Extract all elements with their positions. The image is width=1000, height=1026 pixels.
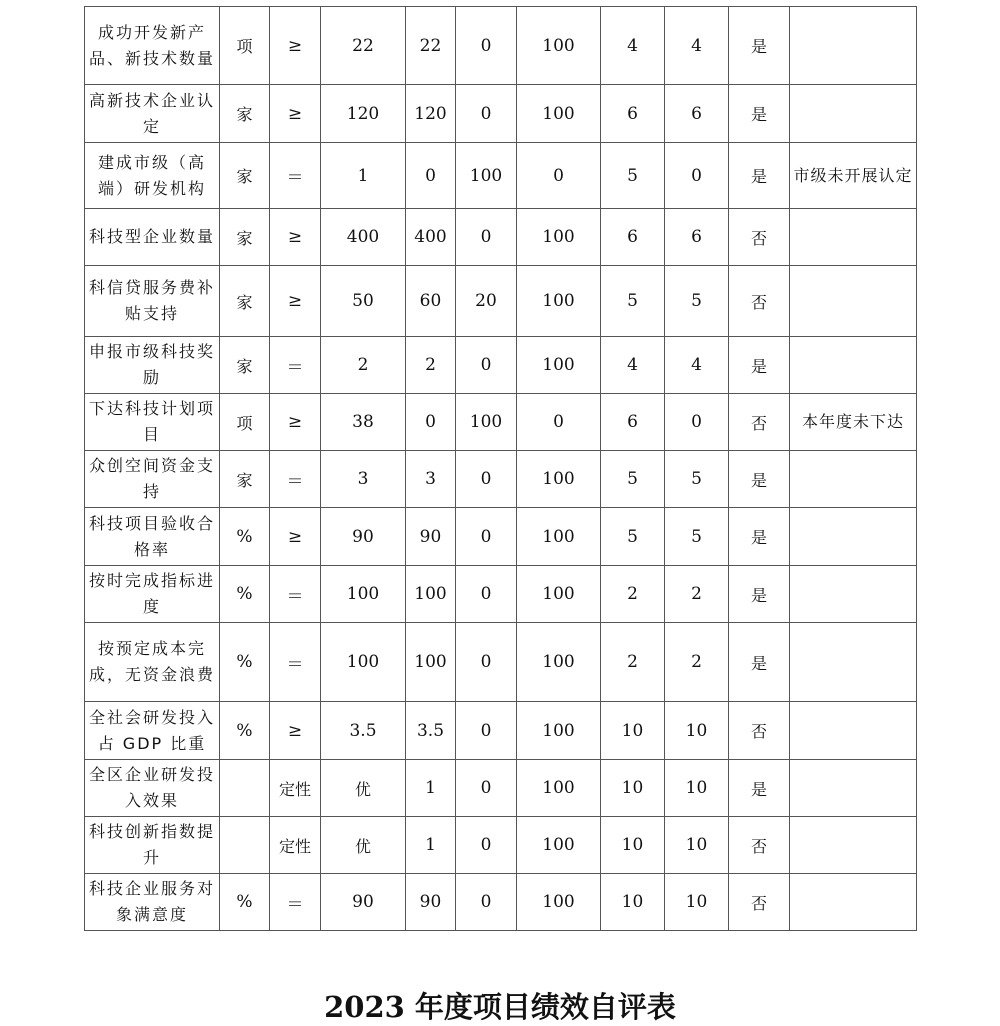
- unit-cell: 家: [220, 85, 270, 143]
- weight-cell: 10: [601, 817, 665, 874]
- indicator-cell: 按时完成指标进度: [85, 566, 220, 623]
- target-value-cell: 3: [321, 451, 406, 508]
- indicator-cell: 全社会研发投入占 GDP 比重: [85, 702, 220, 760]
- unit-cell: [220, 760, 270, 817]
- unit-cell: 家: [220, 143, 270, 209]
- table-row: [85, 623, 917, 702]
- deviation-cell: 0: [456, 566, 517, 623]
- target-value-cell: 22: [321, 7, 406, 85]
- table-row: [85, 508, 917, 566]
- score-cell: 0: [665, 143, 729, 209]
- operator-cell: ＝: [270, 143, 321, 209]
- table-row: [85, 451, 917, 508]
- weight-cell: 5: [601, 451, 665, 508]
- table-body: [85, 7, 917, 931]
- weight-cell: 5: [601, 143, 665, 209]
- met-cell: 是: [729, 143, 790, 209]
- table-row: [85, 760, 917, 817]
- score-cell: 4: [665, 337, 729, 394]
- score-cell: 10: [665, 702, 729, 760]
- deviation-cell: 0: [456, 451, 517, 508]
- remark-cell: [790, 209, 917, 266]
- met-cell: 否: [729, 266, 790, 337]
- deviation-cell: 0: [456, 760, 517, 817]
- completion-rate-cell: 100: [517, 702, 601, 760]
- indicator-cell: 下达科技计划项目: [85, 394, 220, 451]
- weight-cell: 4: [601, 337, 665, 394]
- score-cell: 6: [665, 85, 729, 143]
- completion-rate-cell: 100: [517, 623, 601, 702]
- actual-value-cell: 2: [406, 337, 456, 394]
- target-value-cell: 400: [321, 209, 406, 266]
- unit-cell: 家: [220, 451, 270, 508]
- completion-rate-cell: 100: [517, 266, 601, 337]
- deviation-cell: 0: [456, 337, 517, 394]
- table-row: [85, 266, 917, 337]
- deviation-cell: 100: [456, 394, 517, 451]
- met-cell: 否: [729, 874, 790, 931]
- indicator-cell: 成功开发新产品、新技术数量: [85, 7, 220, 85]
- actual-value-cell: 3: [406, 451, 456, 508]
- remark-cell: 市级未开展认定: [790, 143, 917, 209]
- deviation-cell: 0: [456, 702, 517, 760]
- indicator-cell: 高新技术企业认定: [85, 85, 220, 143]
- score-cell: 0: [665, 394, 729, 451]
- unit-cell: 家: [220, 209, 270, 266]
- score-cell: 2: [665, 566, 729, 623]
- operator-cell: ≥: [270, 702, 321, 760]
- target-value-cell: 50: [321, 266, 406, 337]
- completion-rate-cell: 100: [517, 7, 601, 85]
- score-cell: 4: [665, 7, 729, 85]
- operator-cell: ＝: [270, 874, 321, 931]
- met-cell: 是: [729, 7, 790, 85]
- indicator-cell: 建成市级（高端）研发机构: [85, 143, 220, 209]
- score-cell: 5: [665, 508, 729, 566]
- met-cell: 否: [729, 394, 790, 451]
- deviation-cell: 0: [456, 874, 517, 931]
- table-row: [85, 566, 917, 623]
- met-cell: 否: [729, 702, 790, 760]
- remark-cell: [790, 508, 917, 566]
- operator-cell: 定性: [270, 817, 321, 874]
- remark-cell: 本年度未下达: [790, 394, 917, 451]
- actual-value-cell: 400: [406, 209, 456, 266]
- indicator-cell: 科信贷服务费补贴支持: [85, 266, 220, 337]
- actual-value-cell: 0: [406, 143, 456, 209]
- score-cell: 2: [665, 623, 729, 702]
- weight-cell: 6: [601, 394, 665, 451]
- met-cell: 是: [729, 337, 790, 394]
- table-row: [85, 337, 917, 394]
- met-cell: 是: [729, 85, 790, 143]
- remark-cell: [790, 85, 917, 143]
- remark-cell: [790, 817, 917, 874]
- table-row: [85, 143, 917, 209]
- unit-cell: 项: [220, 394, 270, 451]
- score-cell: 6: [665, 209, 729, 266]
- indicator-cell: 科技型企业数量: [85, 209, 220, 266]
- deviation-cell: 0: [456, 817, 517, 874]
- unit-cell: %: [220, 702, 270, 760]
- remark-cell: [790, 566, 917, 623]
- remark-cell: [790, 266, 917, 337]
- target-value-cell: 90: [321, 874, 406, 931]
- remark-cell: [790, 7, 917, 85]
- target-value-cell: 优: [321, 817, 406, 874]
- indicator-cell: 科技项目验收合格率: [85, 508, 220, 566]
- weight-cell: 10: [601, 702, 665, 760]
- unit-cell: %: [220, 874, 270, 931]
- completion-rate-cell: 100: [517, 85, 601, 143]
- actual-value-cell: 100: [406, 623, 456, 702]
- operator-cell: ≥: [270, 394, 321, 451]
- met-cell: 是: [729, 566, 790, 623]
- met-cell: 否: [729, 817, 790, 874]
- document-title: 2023 年度项目绩效自评表: [324, 990, 676, 1024]
- deviation-cell: 0: [456, 209, 517, 266]
- actual-value-cell: 90: [406, 874, 456, 931]
- target-value-cell: 100: [321, 566, 406, 623]
- completion-rate-cell: 100: [517, 209, 601, 266]
- operator-cell: ＝: [270, 337, 321, 394]
- remark-cell: [790, 702, 917, 760]
- indicator-cell: 申报市级科技奖励: [85, 337, 220, 394]
- completion-rate-cell: 100: [517, 451, 601, 508]
- unit-cell: %: [220, 623, 270, 702]
- target-value-cell: 3.5: [321, 702, 406, 760]
- met-cell: 是: [729, 623, 790, 702]
- weight-cell: 5: [601, 266, 665, 337]
- met-cell: 是: [729, 508, 790, 566]
- operator-cell: ＝: [270, 451, 321, 508]
- actual-value-cell: 60: [406, 266, 456, 337]
- completion-rate-cell: 100: [517, 874, 601, 931]
- actual-value-cell: 3.5: [406, 702, 456, 760]
- met-cell: 是: [729, 451, 790, 508]
- table-row: [85, 702, 917, 760]
- target-value-cell: 1: [321, 143, 406, 209]
- weight-cell: 10: [601, 874, 665, 931]
- deviation-cell: 0: [456, 508, 517, 566]
- table-row: [85, 394, 917, 451]
- operator-cell: ≥: [270, 7, 321, 85]
- table-row: [85, 874, 917, 931]
- unit-cell: [220, 817, 270, 874]
- score-cell: 10: [665, 760, 729, 817]
- table-row: [85, 209, 917, 266]
- completion-rate-cell: 100: [517, 566, 601, 623]
- score-cell: 10: [665, 874, 729, 931]
- unit-cell: 项: [220, 7, 270, 85]
- operator-cell: ≥: [270, 266, 321, 337]
- completion-rate-cell: 100: [517, 817, 601, 874]
- remark-cell: [790, 760, 917, 817]
- target-value-cell: 38: [321, 394, 406, 451]
- unit-cell: 家: [220, 337, 270, 394]
- unit-cell: %: [220, 508, 270, 566]
- remark-cell: [790, 874, 917, 931]
- operator-cell: 定性: [270, 760, 321, 817]
- unit-cell: 家: [220, 266, 270, 337]
- score-cell: 10: [665, 817, 729, 874]
- weight-cell: 5: [601, 508, 665, 566]
- score-cell: 5: [665, 451, 729, 508]
- actual-value-cell: 1: [406, 760, 456, 817]
- target-value-cell: 90: [321, 508, 406, 566]
- met-cell: 否: [729, 209, 790, 266]
- actual-value-cell: 1: [406, 817, 456, 874]
- actual-value-cell: 120: [406, 85, 456, 143]
- operator-cell: ＝: [270, 623, 321, 702]
- target-value-cell: 120: [321, 85, 406, 143]
- deviation-cell: 0: [456, 7, 517, 85]
- actual-value-cell: 22: [406, 7, 456, 85]
- weight-cell: 6: [601, 85, 665, 143]
- target-value-cell: 优: [321, 760, 406, 817]
- actual-value-cell: 90: [406, 508, 456, 566]
- target-value-cell: 100: [321, 623, 406, 702]
- indicator-cell: 科技企业服务对象满意度: [85, 874, 220, 931]
- indicator-cell: 全区企业研发投入效果: [85, 760, 220, 817]
- operator-cell: ≥: [270, 85, 321, 143]
- score-cell: 5: [665, 266, 729, 337]
- weight-cell: 4: [601, 7, 665, 85]
- met-cell: 是: [729, 760, 790, 817]
- remark-cell: [790, 623, 917, 702]
- target-value-cell: 2: [321, 337, 406, 394]
- completion-rate-cell: 100: [517, 508, 601, 566]
- weight-cell: 2: [601, 623, 665, 702]
- completion-rate-cell: 100: [517, 337, 601, 394]
- operator-cell: ≥: [270, 508, 321, 566]
- unit-cell: %: [220, 566, 270, 623]
- performance-table: [84, 6, 917, 931]
- completion-rate-cell: 0: [517, 394, 601, 451]
- table-row: [85, 7, 917, 85]
- table-row: [85, 85, 917, 143]
- weight-cell: 10: [601, 760, 665, 817]
- weight-cell: 2: [601, 566, 665, 623]
- deviation-cell: 100: [456, 143, 517, 209]
- deviation-cell: 0: [456, 623, 517, 702]
- indicator-cell: 科技创新指数提升: [85, 817, 220, 874]
- completion-rate-cell: 100: [517, 760, 601, 817]
- operator-cell: ≥: [270, 209, 321, 266]
- table-row: [85, 817, 917, 874]
- operator-cell: ＝: [270, 566, 321, 623]
- indicator-cell: 按预定成本完成，无资金浪费: [85, 623, 220, 702]
- remark-cell: [790, 451, 917, 508]
- completion-rate-cell: 0: [517, 143, 601, 209]
- actual-value-cell: 100: [406, 566, 456, 623]
- remark-cell: [790, 337, 917, 394]
- deviation-cell: 20: [456, 266, 517, 337]
- weight-cell: 6: [601, 209, 665, 266]
- deviation-cell: 0: [456, 85, 517, 143]
- actual-value-cell: 0: [406, 394, 456, 451]
- indicator-cell: 众创空间资金支持: [85, 451, 220, 508]
